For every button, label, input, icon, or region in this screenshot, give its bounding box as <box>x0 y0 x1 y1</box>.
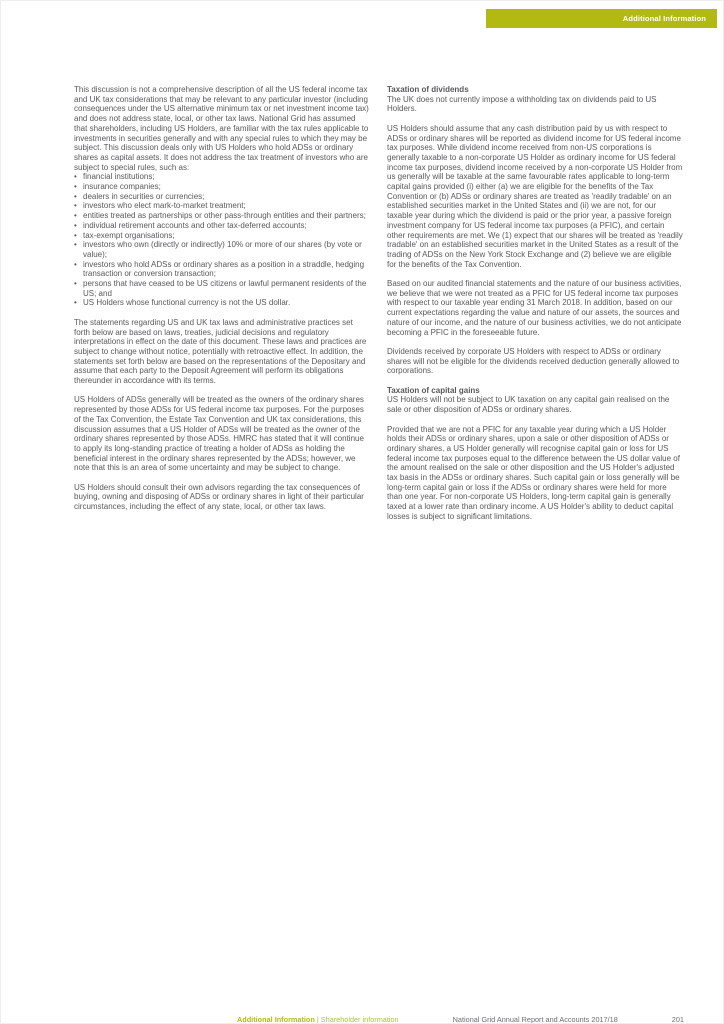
list-item: • investors who hold ADSs or ordinary shares as a position in a straddle, hedging transaction or conversion transaction; <box>74 260 370 279</box>
intro-paragraph: This discussion is not a comprehensive description of all the US federal income tax and UK tax considerations that may be relevant to any particular investor (including consequences under the US alternative minimum tax or net investment income tax) and does not address state, local, or other tax laws. National Grid has assumed that shareholders, including US Holders, are familiar with the tax rules applicable to investments in securities generally and with any special rules to which they may be subject. This discussion deals only with US Holders who hold ADSs or ordinary shares as capital assets. It does not address the tax treatment of investors who are subject to special rules, such as: <box>74 85 369 172</box>
paragraph: US Holders will not be subject to UK taxation on any capital gain realised on the sale or other disposition of ADSs or ordinary shares. <box>387 395 670 415</box>
special-rules-list <box>74 172 370 308</box>
list-item: • insurance companies; <box>74 182 370 192</box>
list-item: • persons that have ceased to be US citizens or lawful permanent residents of the US; and <box>74 279 370 298</box>
footer-separator: | <box>316 1015 319 1024</box>
list-item: • US Holders whose functional currency is not the US dollar. <box>74 298 370 308</box>
paragraph: The statements regarding US and UK tax laws and administrative practices set forth below are based on laws, treaties, judicial decisions and regulatory interpretations in effect on the date of this document. These laws and practices are subject to change without notice, potentially with retroactive effect. In addition, the statements set forth below are based on the representations of the Depositary and assume that each party to the Deposit Agreement will perform its obligations thereunder in accordance with its terms. <box>74 317 367 386</box>
footer-page-number: 201 <box>671 1015 684 1024</box>
footer-report-title: National Grid Annual Report and Accounts 2017/18 <box>452 1015 618 1024</box>
paragraph: US Holders should consult their own advisors regarding the tax consequences of buying, owning and disposing of ADSs or ordinary shares in light of their particular circumstances, including the effect of any state, local, or other tax laws. <box>74 482 364 512</box>
section-header-label: Additional Information <box>622 14 706 23</box>
paragraph: US Holders should assume that any cash distribution paid by us with respect to ADSs or ordinary shares will be reported as dividend income for US federal income tax purposes. While dividend income received from non-US corporations is generally taxable to a non-corporate US Holder as ordinary income for US federal income tax purposes, dividend income received by a non-corporate US Holder from us generally will be taxable at the same favourable rates applicable to long-term capital gains provided (i) either (a) we are eligible for the benefits of the Tax Convention or (b) ADSs or ordinary shares are treated as 'readily tradable' on an established securities market in the United States and (ii) we are not, for our taxable year during which the dividend is paid or the prior year, a passive foreign investment company for US federal income tax purposes (a PFIC), and certain other requirements are met. We (1) expect that our shares will be treated as 'readily tradable' on an established securities market in the United States as a result of the trading of ADSs on the New York Stock Exchange and (2) believe we are eligible for the benefits of the Tax Convention. <box>387 123 683 269</box>
section-heading-capital-gains: Taxation of capital gains <box>387 385 480 395</box>
page-content <box>74 85 683 531</box>
footer-breadcrumb <box>237 1015 399 1024</box>
left-column <box>74 85 370 531</box>
paragraph: Dividends received by corporate US Holders with respect to ADSs or ordinary shares will not be eligible for the dividends received deduction generally allowed to corporations. <box>387 346 680 376</box>
page-footer <box>237 1015 684 1024</box>
footer-section-name: Additional Information <box>237 1015 315 1024</box>
paragraph: US Holders of ADSs generally will be treated as the owners of the ordinary shares represented by those ADSs for US federal income tax purposes. For the purposes of the Tax Convention, the Estate Tax Convention and UK tax considerations, this discussion assumes that a US Holder of ADSs will be treated as the owner of the ordinary shares represented by those ADSs. HMRC has stated that it will continue to apply its long-standing practice of treating a holder of ADSs as holding the beneficial interest in the ordinary shares represented by the ADSs; however, we note that this is an area of some uncertainty and may be subject to change. <box>74 395 364 473</box>
list-item: • financial institutions; <box>74 172 370 182</box>
list-item: • tax-exempt organisations; <box>74 231 370 241</box>
list-item: • entities treated as partnerships or other pass-through entities and their partners; <box>74 211 370 221</box>
list-item: • investors who own (directly or indirectly) 10% or more of our shares (by vote or value); <box>74 240 370 259</box>
paragraph: The UK does not currently impose a withholding tax on dividends paid to US Holders. <box>387 94 657 114</box>
section-heading-dividends: Taxation of dividends <box>387 85 469 94</box>
paragraph: Based on our audited financial statements and the nature of our business activities, we believe that we were not treated as a PFIC for US federal income tax purposes with respect to our taxable year ending 31 March 2018. In addition, based on our current expectations regarding the value and nature of our assets, the sources and nature of our income, and the nature of our business activities, we do not anticipate becoming a PFIC in the foreseeable future. <box>387 279 682 337</box>
paragraph: Provided that we are not a PFIC for any taxable year during which a US Holder holds their ADSs or ordinary shares, upon a sale or other disposition of ADSs or ordinary shares, a US Holder generally will recognise capital gain or loss for US federal income tax purposes equal to the difference between the US dollar value of the amount realised on the sale or other disposition and the US Holder's adjusted tax basis in the ADSs or ordinary shares. Such capital gain or loss generally will be long-term capital gain or loss if the ADSs or ordinary shares were held for more than one year. For non-corporate US Holders, long-term capital gain is generally taxed at a lower rate than ordinary income. A US Holder's ability to deduct capital losses is subject to significant limitations. <box>387 424 680 521</box>
footer-subsection-name: Shareholder information <box>320 1015 399 1024</box>
list-item: • dealers in securities or currencies; <box>74 192 370 202</box>
list-item: • individual retirement accounts and other tax-deferred accounts; <box>74 221 370 231</box>
section-header-tab <box>486 9 717 28</box>
list-item: • investors who elect mark-to-market treatment; <box>74 201 370 211</box>
right-column <box>387 85 683 531</box>
